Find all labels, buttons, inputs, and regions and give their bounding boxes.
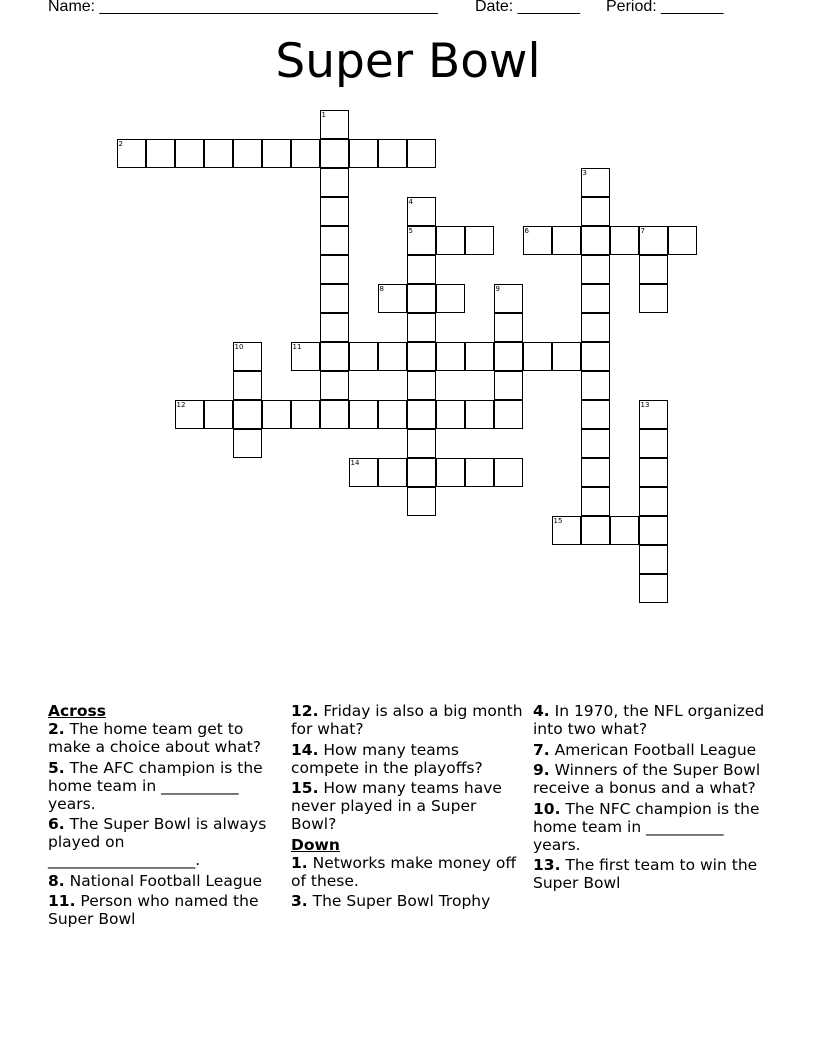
crossword-cell[interactable] <box>465 400 494 429</box>
crossword-cell[interactable] <box>494 458 523 487</box>
crossword-cell[interactable] <box>465 226 494 255</box>
crossword-cell[interactable] <box>233 139 262 168</box>
clue-number-label: 1 <box>321 111 326 119</box>
crossword-cell[interactable] <box>639 574 668 603</box>
clue-number-label: 6 <box>524 227 529 235</box>
crossword-cell[interactable] <box>465 458 494 487</box>
crossword-cell[interactable] <box>407 284 436 313</box>
crossword-cell[interactable] <box>320 371 349 400</box>
clue-number-label: 12 <box>176 401 186 409</box>
clue-across-6: 6. The Super Bowl is always played on ___________________. <box>48 815 267 869</box>
clue-across-8: 8. National Football League <box>48 871 263 890</box>
crossword-cell[interactable] <box>204 139 233 168</box>
crossword-cell[interactable] <box>407 255 436 284</box>
crossword-cell[interactable] <box>146 139 175 168</box>
clue-down-10: 10. The NFC champion is the home team in __________ years. <box>533 799 760 854</box>
clue-column-3 <box>533 702 765 895</box>
clue-column-2 <box>291 702 523 913</box>
crossword-cell[interactable] <box>552 342 581 371</box>
crossword-cell[interactable] <box>552 226 581 255</box>
crossword-cell[interactable] <box>581 284 610 313</box>
crossword-cell[interactable] <box>320 342 349 371</box>
crossword-cell[interactable] <box>320 400 349 429</box>
crossword-cell[interactable] <box>494 400 523 429</box>
crossword-cell[interactable] <box>436 284 465 313</box>
crossword-cell[interactable] <box>349 342 378 371</box>
crossword-cell[interactable] <box>465 342 494 371</box>
crossword-cell[interactable] <box>320 168 349 197</box>
date-field[interactable]: Date: _______ <box>475 0 580 15</box>
crossword-cell[interactable] <box>581 458 610 487</box>
crossword-cell[interactable] <box>581 400 610 429</box>
clue-number-label: 8 <box>379 285 384 293</box>
crossword-cell[interactable] <box>639 458 668 487</box>
name-field[interactable]: Name: ______________________________________ <box>48 0 438 15</box>
clue-number-label: 13 <box>640 401 650 409</box>
clue-number-label: 9 <box>495 285 500 293</box>
crossword-cell[interactable] <box>407 371 436 400</box>
crossword-cell[interactable] <box>407 342 436 371</box>
crossword-cell[interactable] <box>320 197 349 226</box>
clue-across-12: 12. Friday is also a big month for what? <box>291 702 523 738</box>
crossword-cell[interactable] <box>407 458 436 487</box>
crossword-cell[interactable] <box>639 429 668 458</box>
crossword-cell[interactable] <box>494 342 523 371</box>
crossword-cell[interactable] <box>320 226 349 255</box>
crossword-cell[interactable] <box>349 139 378 168</box>
crossword-cell[interactable] <box>581 197 610 226</box>
crossword-cell[interactable] <box>233 400 262 429</box>
crossword-cell[interactable] <box>378 342 407 371</box>
clue-down-3: 3. The Super Bowl Trophy <box>291 892 491 910</box>
clue-number-label: 14 <box>350 459 360 467</box>
crossword-cell[interactable] <box>233 371 262 400</box>
clue-across-5: 5. The AFC champion is the home team in __________ years. <box>48 758 263 813</box>
crossword-cell[interactable] <box>233 429 262 458</box>
crossword-cell[interactable] <box>320 284 349 313</box>
crossword-cell[interactable] <box>581 516 610 545</box>
clue-down-13: 13. The first team to win the Super Bowl <box>533 856 758 892</box>
crossword-cell[interactable] <box>610 516 639 545</box>
crossword-cell[interactable] <box>581 255 610 284</box>
crossword-cell[interactable] <box>349 400 378 429</box>
clue-across-15: 15. How many teams have never played in a Super Bowl? <box>291 779 502 833</box>
crossword-cell[interactable] <box>320 255 349 284</box>
crossword-cell[interactable] <box>407 400 436 429</box>
crossword-cell[interactable] <box>407 429 436 458</box>
crossword-cell[interactable] <box>436 226 465 255</box>
crossword-cell[interactable] <box>378 400 407 429</box>
crossword-cell[interactable] <box>320 139 349 168</box>
clue-number-label: 15 <box>553 517 563 525</box>
clue-across-11: 11. Person who named the Super Bowl <box>48 892 259 928</box>
clue-across-2: 2. The home team get to make a choice about what? <box>48 720 261 756</box>
crossword-cell[interactable] <box>378 458 407 487</box>
crossword-cell[interactable] <box>581 487 610 516</box>
clue-number-label: 3 <box>582 169 587 177</box>
crossword-cell[interactable] <box>610 226 639 255</box>
clue-column-1 <box>48 702 280 931</box>
crossword-cell[interactable] <box>204 400 233 429</box>
crossword-cell[interactable] <box>291 139 320 168</box>
crossword-cell[interactable] <box>262 139 291 168</box>
crossword-cell[interactable] <box>407 313 436 342</box>
crossword-cell[interactable] <box>581 371 610 400</box>
clue-down-1: 1. Networks make money off of these. <box>291 853 517 890</box>
clue-down-9: 9. Winners of the Super Bowl receive a bonus and a what? <box>533 761 761 797</box>
crossword-cell[interactable] <box>581 429 610 458</box>
clue-number-label: 7 <box>640 227 645 235</box>
page-title: Super Bowl <box>275 34 541 89</box>
crossword-cell[interactable] <box>639 284 668 313</box>
clue-number-label: 2 <box>118 140 123 148</box>
clue-down-4: 4. In 1970, the NFL organized into two what? <box>533 702 765 738</box>
crossword-cell[interactable] <box>494 371 523 400</box>
crossword-cell[interactable] <box>668 226 697 255</box>
clue-number-label: 11 <box>292 343 302 351</box>
crossword-cell[interactable] <box>639 255 668 284</box>
crossword-cell[interactable] <box>639 545 668 574</box>
crossword-cell[interactable] <box>436 458 465 487</box>
crossword-cell[interactable] <box>320 313 349 342</box>
crossword-cell[interactable] <box>262 400 291 429</box>
clue-number-label: 4 <box>408 198 413 206</box>
crossword-cell[interactable] <box>581 342 610 371</box>
clue-number-label: 5 <box>408 227 413 235</box>
down-heading: Down <box>291 835 340 854</box>
across-heading: Across <box>48 702 106 720</box>
crossword-cell[interactable] <box>407 487 436 516</box>
crossword-cell[interactable] <box>291 400 320 429</box>
crossword-cell[interactable] <box>436 342 465 371</box>
crossword-cell[interactable] <box>494 313 523 342</box>
crossword-cell[interactable] <box>523 342 552 371</box>
crossword-cell[interactable] <box>581 226 610 255</box>
crossword-cell[interactable] <box>639 516 668 545</box>
crossword-cell[interactable] <box>407 139 436 168</box>
crossword-cell[interactable] <box>436 400 465 429</box>
crossword-cell[interactable] <box>639 487 668 516</box>
clue-across-14: 14. How many teams compete in the playoffs? <box>291 740 483 777</box>
crossword-cell[interactable] <box>581 313 610 342</box>
period-field[interactable]: Period: _______ <box>606 0 724 15</box>
crossword-cell[interactable] <box>175 139 204 168</box>
crossword-cell[interactable] <box>378 139 407 168</box>
clue-number-label: 10 <box>234 343 244 351</box>
clue-down-7: 7. American Football League <box>533 740 757 759</box>
